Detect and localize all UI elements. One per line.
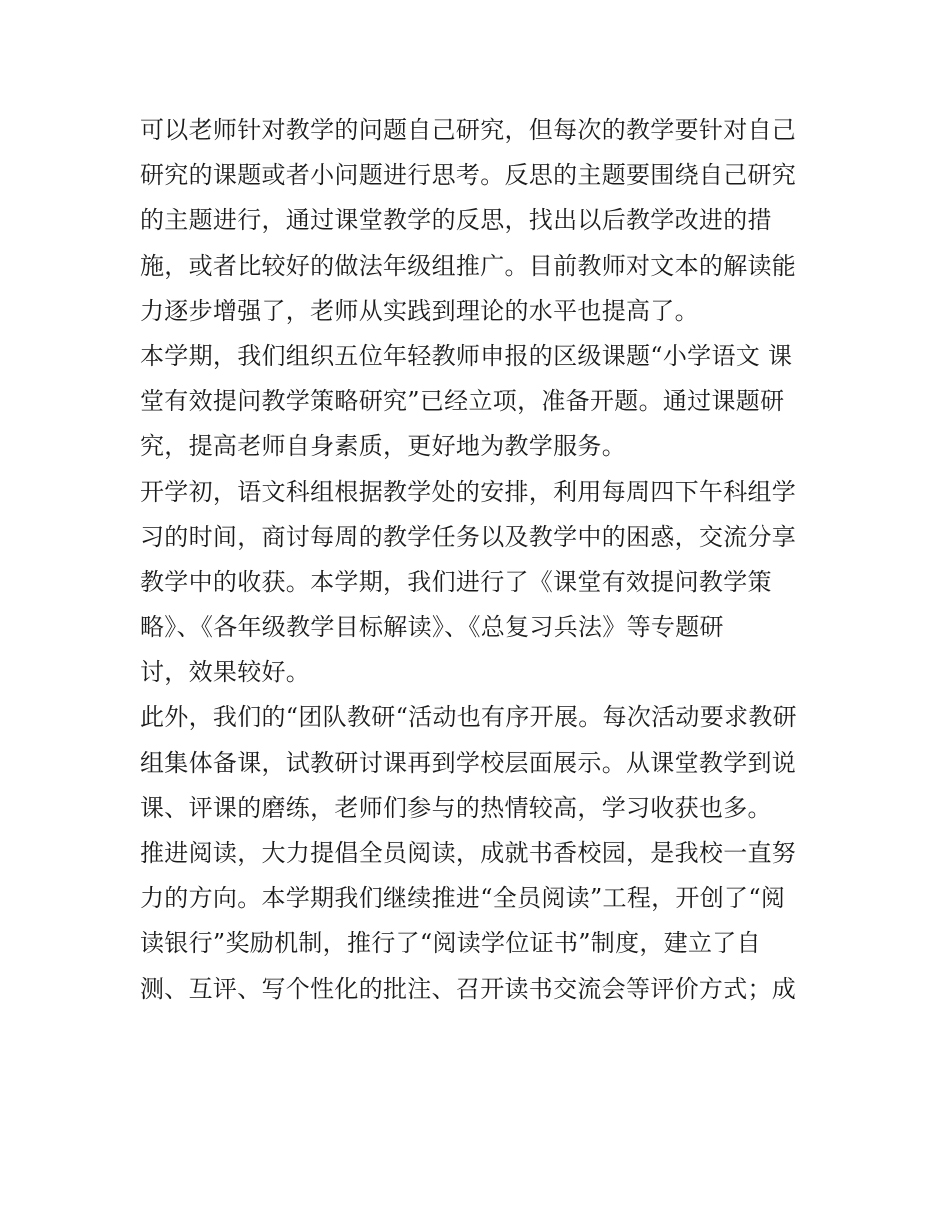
text-line: 施，或者比较好的做法年级组推广。目前教师对文本的解读能 <box>140 251 797 280</box>
text-line: 课、评课的磨练，老师们参与的热情较高，学习收获也多。 <box>140 793 772 822</box>
text-line: 讨，效果较好。 <box>140 658 311 687</box>
text-line: 本学期，我们组织五位年轻教师申报的区级课题“小学语文 课 <box>140 341 793 370</box>
text-line: 教学中的收获。本学期，我们进行了《课堂有效提问教学策 <box>140 567 772 596</box>
text-line: 究，提高老师自身素质，更好地为教学服务。 <box>140 432 626 461</box>
text-line: 略》、《各年级教学目标解读》、《总复习兵法》等专题研 <box>140 613 724 642</box>
text-line: 测、互评、写个性化的批注、召开读书交流会等评价方式；成 <box>140 974 797 1003</box>
text-line: 读银行”奖励机制，推行了“阅读学位证书”制度，建立了自 <box>140 929 761 958</box>
text-line: 开学初，语文科组根据教学处的安排，利用每周四下午科组学 <box>140 477 797 506</box>
text-line: 力的方向。本学期我们继续推进“全员阅读”工程，开创了“阅 <box>140 884 786 913</box>
text-line: 的主题进行，通过课堂教学的反思，找出以后教学改进的措 <box>140 206 772 235</box>
text-line: 力逐步增强了，老师从实践到理论的水平也提高了。 <box>140 296 699 325</box>
text-line: 推进阅读，大力提倡全员阅读，成就书香校园，是我校一直努 <box>140 839 797 867</box>
text-line: 堂有效提问教学策略研究”已经立项，准备开题。通过课题研 <box>140 387 785 416</box>
text-line: 可以老师针对教学的问题自己研究，但每次的教学要针对自己 <box>140 116 797 144</box>
text-line: 组集体备课，试教研讨课再到学校层面展示。从课堂教学到说 <box>140 748 797 777</box>
document-body <box>140 108 820 1012</box>
text-line: 此外，我们的“团队教研“活动也有序开展。每次活动要求教研 <box>140 703 797 732</box>
text-line: 习的时间，商讨每周的教学任务以及教学中的困惑，交流分享 <box>140 522 797 551</box>
text-line: 研究的课题或者小问题进行思考。反思的主题要围绕自己研究 <box>140 161 797 190</box>
